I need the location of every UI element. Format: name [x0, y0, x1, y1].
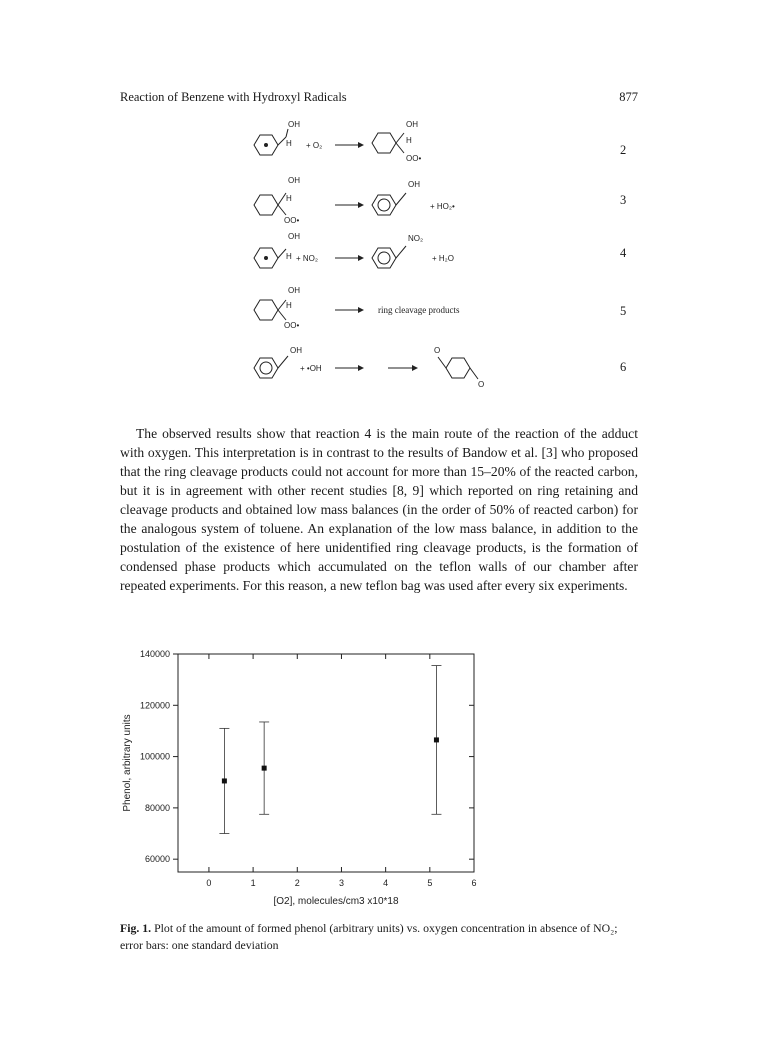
eq4-label-h2o: + H₂O [432, 254, 454, 263]
reaction-6 [254, 346, 484, 389]
y-tick-label: 140000 [139, 649, 170, 659]
data-point [262, 766, 267, 771]
eq3-label-oh1: OH [288, 176, 300, 185]
y-axis-label: Phenol, arbitrary units [122, 714, 133, 812]
phenol-vs-oxygen-chart [108, 640, 500, 918]
page-number: 877 [619, 90, 638, 104]
running-title: Reaction of Benzene with Hydroxyl Radicals [120, 90, 347, 104]
eq4-label-oh: OH [288, 232, 300, 241]
figure-label: Fig. 1. [120, 921, 152, 935]
eq2-label-oh2: OH [406, 120, 418, 129]
equation-number-4: 4 [620, 246, 627, 260]
eq5-label-h: H [286, 301, 292, 310]
x-tick-label: 4 [383, 878, 389, 888]
equation-number-3: 3 [620, 193, 627, 207]
eq3-label-oh2: OH [408, 180, 420, 189]
eq6-label-o1: O [434, 346, 441, 355]
data-point [222, 778, 227, 783]
reaction-4 [254, 232, 454, 268]
eq6-label-oh: OH [290, 346, 302, 355]
plot-frame [178, 654, 474, 872]
eq6-label-o2: O [478, 380, 485, 389]
x-tick-label: 3 [338, 878, 344, 888]
eq3-label-ho2: + HO₂• [430, 202, 455, 211]
eq3-label-h: H [286, 194, 292, 203]
figure-caption [120, 920, 640, 954]
y-tick-label: 100000 [139, 751, 170, 762]
eq6-label-ohrad: + •OH [300, 364, 322, 373]
y-tick-label: 60000 [144, 854, 170, 865]
eq2-label-oo: OO• [406, 154, 422, 163]
eq4-label-no2-product: NO₂ [408, 234, 424, 243]
y-tick-label: 120000 [139, 700, 170, 711]
running-header [120, 90, 638, 108]
body-text [120, 424, 638, 595]
x-tick-label: 2 [294, 878, 300, 888]
eq5-label-oh: OH [288, 286, 300, 295]
figure-caption-text: Plot of the amount of formed phenol (arbitrary units) vs. oxygen concentration in absence of NO₂; error bars: one standard deviation [120, 921, 618, 952]
data-point [434, 737, 439, 742]
x-tick-label: 6 [471, 878, 477, 888]
eq4-label-h: H [286, 252, 292, 261]
reaction-5 [254, 286, 460, 330]
eq2-label-h2: H [406, 136, 412, 145]
reaction-schemes [240, 115, 645, 395]
eq2-label-h1: H [286, 139, 292, 148]
equation-number-2: 2 [620, 143, 627, 157]
x-tick-label: 0 [206, 878, 212, 888]
x-tick-label: 1 [250, 878, 256, 888]
reaction-3 [254, 176, 455, 225]
reaction-2 [254, 120, 421, 163]
eq5-label-oo: OO• [284, 321, 300, 330]
x-axis-label: [O2], molecules/cm3 x10*18 [273, 896, 399, 907]
equation-number-5: 5 [620, 304, 627, 318]
eq2-label-o2: + O₂ [306, 141, 323, 150]
equation-number-6: 6 [620, 360, 627, 374]
eq3-label-oo: OO• [284, 216, 300, 225]
y-tick-label: 80000 [144, 802, 170, 813]
body-paragraph: The observed results show that reaction 4 is the main route of the reaction of the adduct with oxygen. This interpretation is in contrast to the results of Bandow et al. [3] who proposed that the ring cleavage products could not account for more than 15–20% of the reacted carbon, but it is in agreement with other recent studies [8, 9] which reported on ring retaining and cleavage products and obtained low mass balances (in the order of 50% of reacted carbon) for the analogous system of toluene. An explanation of the low mass balance, in addition to the postulation of the existence of here unidentified ring cleavage products, is the formation of condensed phase products which accumulated on the teflon walls of our chamber after repeated experiments. For this reason, a new teflon bag was used after every six experiments. [120, 426, 638, 593]
eq4-label-no2: + NO₂ [296, 254, 318, 263]
eq5-label-products: ring cleavage products [378, 305, 460, 315]
x-tick-label: 5 [427, 878, 433, 888]
eq2-label-oh1: OH [288, 120, 300, 129]
